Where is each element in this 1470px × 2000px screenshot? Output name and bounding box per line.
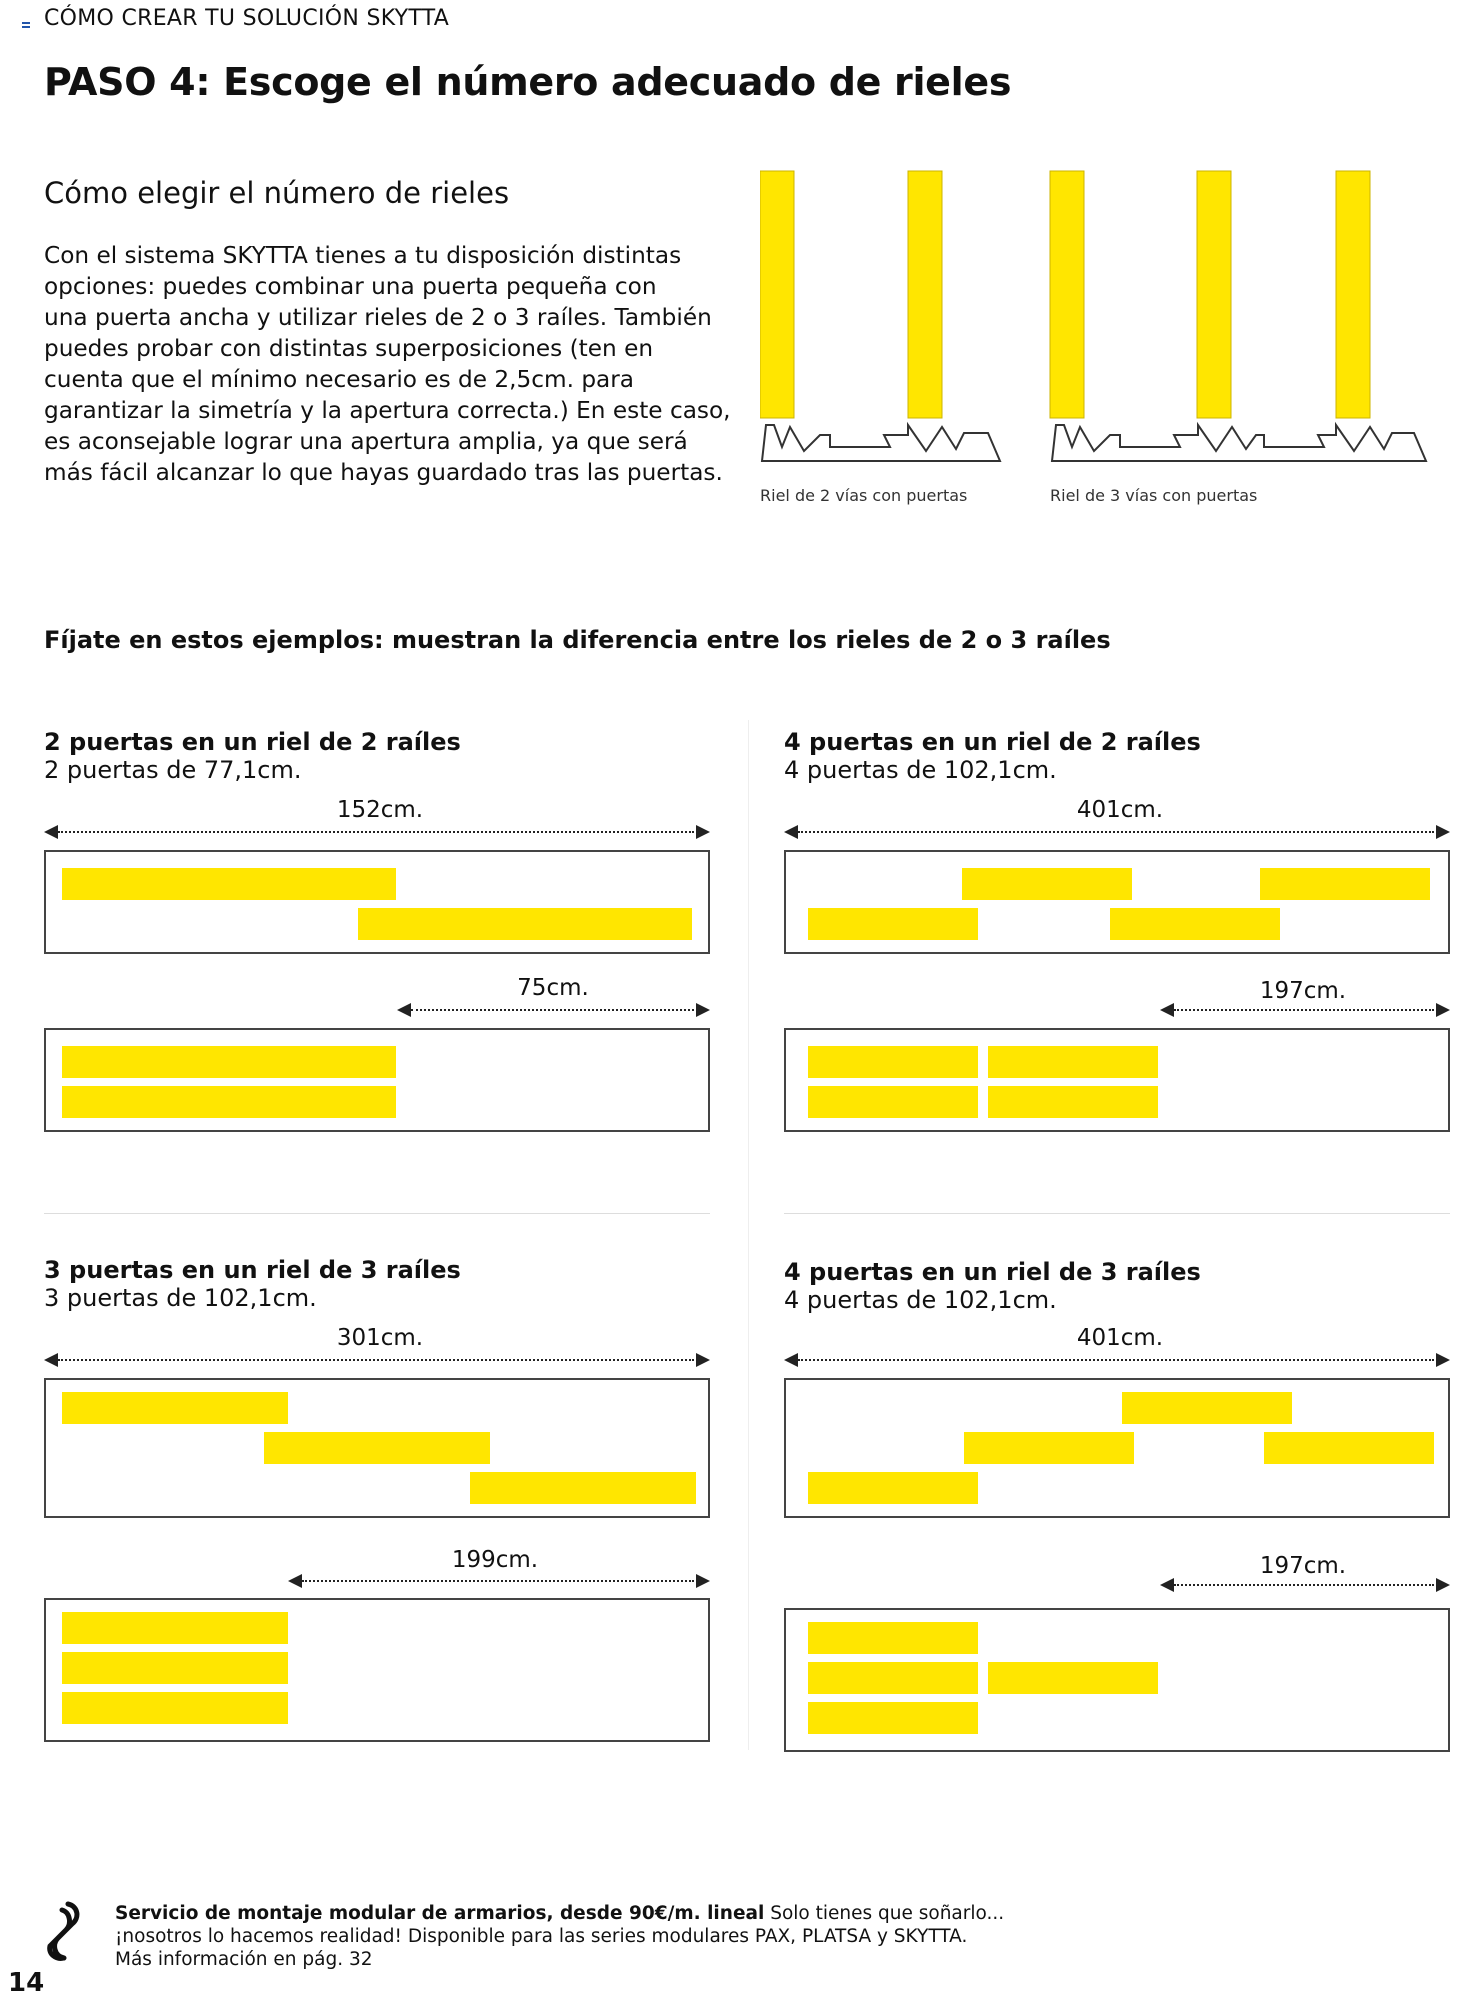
three-way-rail-illustration (1050, 171, 1426, 461)
example-3-doors-3-rails (44, 1256, 461, 1312)
intro-body (44, 240, 744, 488)
open-doors-frame (44, 1028, 710, 1132)
example-2-doors-2-rails (44, 728, 461, 784)
dimension-arrow-left (1160, 1578, 1174, 1592)
door-bar (62, 1086, 396, 1118)
section-marker-icon (22, 20, 32, 30)
section-label: CÓMO CREAR TU SOLUCIÓN SKYTTA (44, 6, 450, 31)
door-panel (760, 171, 794, 418)
dimension-arrow-right (696, 825, 710, 839)
door-bar (1122, 1392, 1292, 1424)
intro-line: garantizar la simetría y la apertura correcta.) En este caso, (44, 397, 731, 424)
example-title: 3 puertas en un riel de 3 raíles (44, 1256, 461, 1284)
door-bar (470, 1472, 696, 1504)
dimension-arrow-right (696, 1353, 710, 1367)
dimension-arrow-left (1160, 1003, 1174, 1017)
door-panel (1197, 171, 1231, 418)
example-subtitle: 2 puertas de 77,1cm. (44, 756, 302, 784)
door-bar (1260, 868, 1430, 900)
dimension-line (1174, 1584, 1434, 1588)
dimension-line (411, 1009, 694, 1013)
footer-bold-text: Servicio de montaje modular de armarios, desde 90€/m. lineal (115, 1903, 765, 1924)
opening-width-label: 197cm. (1259, 978, 1347, 1004)
dimension-arrow-right (696, 1003, 710, 1017)
door-bar (808, 1662, 978, 1694)
total-width-label: 401cm. (1076, 1325, 1164, 1351)
intro-line: es aconsejable lograr una apertura amplia, ya que será (44, 428, 688, 455)
page-title: PASO 4: Escoge el número adecuado de rieles (44, 60, 1012, 104)
door-panel (1336, 171, 1370, 418)
door-bar (1110, 908, 1280, 940)
closed-doors-frame (784, 850, 1450, 954)
door-bar (964, 1432, 1134, 1464)
example-title: 4 puertas en un riel de 2 raíles (784, 728, 1201, 756)
door-bar (962, 868, 1132, 900)
dimension-line (798, 831, 1434, 835)
door-bar (62, 1046, 396, 1078)
door-bar (264, 1432, 490, 1464)
example-subtitle: 4 puertas de 102,1cm. (784, 1286, 1057, 1314)
door-bar (62, 1652, 288, 1684)
example-4-doors-2-rails (784, 728, 1201, 784)
intro-line: puedes probar con distintas superposiciones (ten en (44, 335, 654, 362)
dimension-arrow-left (44, 825, 58, 839)
intro-line: opciones: puedes combinar una puerta pequeña con (44, 273, 657, 300)
dimension-arrow-left (784, 825, 798, 839)
example-subtitle: 3 puertas de 102,1cm. (44, 1284, 317, 1312)
wrench-icon (44, 1900, 84, 1962)
dimension-line (1174, 1009, 1434, 1013)
intro-line: una puerta ancha y utilizar rieles de 2 o 3 raíles. También (44, 304, 712, 331)
rail-profile (762, 425, 1000, 461)
dimension-arrow-left (397, 1003, 411, 1017)
dimension-line (58, 831, 694, 835)
intro-line: más fácil alcanzar lo que hayas guardado tras las puertas. (44, 459, 723, 486)
intro-line: Con el sistema SKYTTA tienes a tu disposición distintas (44, 242, 682, 269)
opening-width-label: 197cm. (1259, 1553, 1347, 1579)
dimension-line (58, 1359, 694, 1363)
intro-line: cuenta que el mínimo necesario es de 2,5cm. para (44, 366, 635, 393)
closed-doors-frame (44, 1378, 710, 1518)
example-4-doors-3-rails (784, 1258, 1201, 1314)
footer-service-note (115, 1902, 1015, 1971)
door-bar (988, 1046, 1158, 1078)
door-bar (808, 908, 978, 940)
door-bar (808, 1472, 978, 1504)
rail-profile (1052, 425, 1426, 461)
footer-line: ¡nosotros lo hacemos realidad! Disponible para las series modulares PAX, PLATSA y SKYTTA. (115, 1926, 968, 1947)
opening-width-label: 199cm. (451, 1547, 539, 1573)
door-bar (62, 1692, 288, 1724)
dimension-arrow-left (784, 1353, 798, 1367)
dimension-arrow-right (696, 1574, 710, 1588)
door-bar (808, 1046, 978, 1078)
dimension-arrow-right (1436, 825, 1450, 839)
door-panel (1050, 171, 1084, 418)
total-width-label: 301cm. (336, 1325, 424, 1351)
total-width-label: 152cm. (336, 797, 424, 823)
divider (748, 720, 749, 1750)
dimension-line (798, 1359, 1434, 1363)
opening-width-label: 75cm. (517, 975, 589, 1001)
door-bar (62, 1612, 288, 1644)
three-way-caption: Riel de 3 vías con puertas (1050, 486, 1258, 505)
rail-illustrations (760, 165, 1440, 470)
example-subtitle: 4 puertas de 102,1cm. (784, 756, 1057, 784)
footer-line (115, 1902, 1015, 1925)
two-way-rail-illustration (760, 171, 1000, 461)
example-title: 2 puertas en un riel de 2 raíles (44, 728, 461, 756)
door-bar (808, 1086, 978, 1118)
footer-line: Más información en pág. 32 (115, 1949, 373, 1970)
dimension-arrow-right (1436, 1003, 1450, 1017)
divider (44, 1213, 710, 1214)
footer-text: Solo tienes que soñarlo... (764, 1903, 1005, 1924)
dimension-line (302, 1580, 694, 1584)
dimension-arrow-left (44, 1353, 58, 1367)
door-panel (908, 171, 942, 418)
two-way-caption: Riel de 2 vías con puertas (760, 486, 968, 505)
door-bar (808, 1702, 978, 1734)
dimension-arrow-right (1436, 1353, 1450, 1367)
closed-doors-frame (44, 850, 710, 954)
door-bar (988, 1086, 1158, 1118)
door-bar (988, 1662, 1158, 1694)
dimension-arrow-left (288, 1574, 302, 1588)
total-width-label: 401cm. (1076, 797, 1164, 823)
divider (784, 1213, 1450, 1214)
page-number: 14 (8, 1968, 45, 1998)
example-title: 4 puertas en un riel de 3 raíles (784, 1258, 1201, 1286)
door-bar (62, 1392, 288, 1424)
open-doors-frame (44, 1598, 710, 1742)
intro-subtitle: Cómo elegir el número de rieles (44, 176, 510, 210)
door-bar (62, 868, 396, 900)
door-bar (1264, 1432, 1434, 1464)
closed-doors-frame (784, 1378, 1450, 1518)
door-bar (358, 908, 692, 940)
examples-heading: Fíjate en estos ejemplos: muestran la diferencia entre los rieles de 2 o 3 raíles (44, 626, 1111, 654)
dimension-arrow-right (1436, 1578, 1450, 1592)
open-doors-frame (784, 1608, 1450, 1752)
open-doors-frame (784, 1028, 1450, 1132)
door-bar (808, 1622, 978, 1654)
